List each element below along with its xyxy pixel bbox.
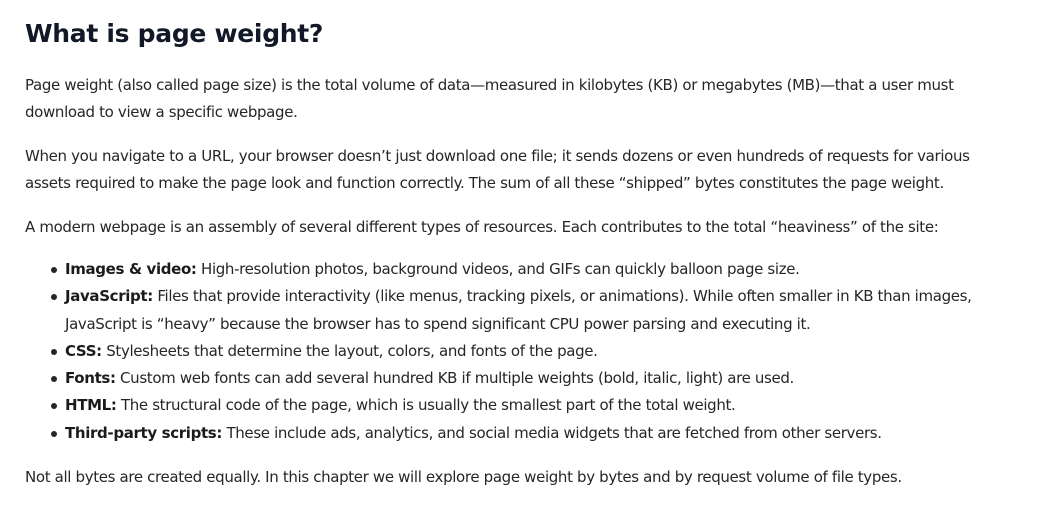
list-item-fonts bbox=[65, 365, 1025, 392]
resource-type-list bbox=[25, 256, 1025, 447]
list-item-term: Images & video: bbox=[65, 260, 197, 278]
list-item-description: The structural code of the page, which is usually the smallest part of the total weight. bbox=[116, 396, 736, 415]
list-item-description: High-resolution photos, background videos, and GIFs can quickly balloon page size. bbox=[196, 260, 800, 278]
bullet-icon bbox=[51, 403, 57, 409]
list-item-description: These include ads, analytics, and social media widgets that are fetched from other servers. bbox=[222, 423, 882, 442]
assembly-paragraph: A modern webpage is an assembly of several different types of resources. Each contributes to the total “heaviness” of the site: bbox=[25, 218, 939, 236]
list-item-term: CSS: bbox=[65, 341, 102, 360]
list-item-description: Custom web fonts can add several hundred KB if multiple weights (bold, italic, light) are used. bbox=[115, 369, 794, 388]
list-item-images-video bbox=[65, 256, 1025, 283]
list-item-html bbox=[65, 392, 1025, 419]
navigate-paragraph bbox=[25, 143, 1025, 197]
bullet-icon bbox=[51, 294, 57, 300]
list-item-description-continued: JavaScript is “heavy” because the browser has to spend significant CPU power parsing and executing it. bbox=[65, 314, 811, 333]
bullet-icon bbox=[51, 376, 57, 382]
navigate-paragraph-line-1: When you navigate to a URL, your browser doesn’t just download one file; it sends dozens or even hundreds of requests for various bbox=[25, 147, 970, 165]
closing-paragraph: Not all bytes are created equally. In this chapter we will explore page weight by bytes and by request volume of file types. bbox=[25, 468, 902, 487]
list-item-term: Third-party scripts: bbox=[65, 423, 223, 442]
bullet-icon bbox=[51, 267, 57, 273]
list-item-term: Fonts: bbox=[65, 369, 116, 388]
list-item-css bbox=[65, 338, 1025, 365]
list-item-term: HTML: bbox=[65, 396, 117, 415]
list-item-javascript bbox=[65, 283, 1025, 338]
intro-paragraph-line-2: download to view a specific webpage. bbox=[25, 103, 298, 121]
bullet-icon bbox=[51, 349, 57, 355]
list-item-third-party-scripts bbox=[65, 420, 1025, 447]
list-item-description: Stylesheets that determine the layout, colors, and fonts of the page. bbox=[101, 341, 598, 360]
intro-paragraph bbox=[25, 72, 1025, 126]
list-item-term: JavaScript: bbox=[65, 287, 153, 306]
navigate-paragraph-line-2: assets required to make the page look and function correctly. The sum of all these “shipped” bytes constitutes the page weight. bbox=[25, 174, 944, 192]
section-heading: What is page weight? bbox=[25, 19, 324, 48]
bullet-icon bbox=[51, 431, 57, 437]
list-item-description: Files that provide interactivity (like menus, tracking pixels, or animations). While often smaller in KB than images, bbox=[152, 287, 972, 306]
intro-paragraph-line-1: Page weight (also called page size) is the total volume of data—measured in kilobytes (KB) or megabytes (MB)—that a user must bbox=[25, 76, 954, 94]
